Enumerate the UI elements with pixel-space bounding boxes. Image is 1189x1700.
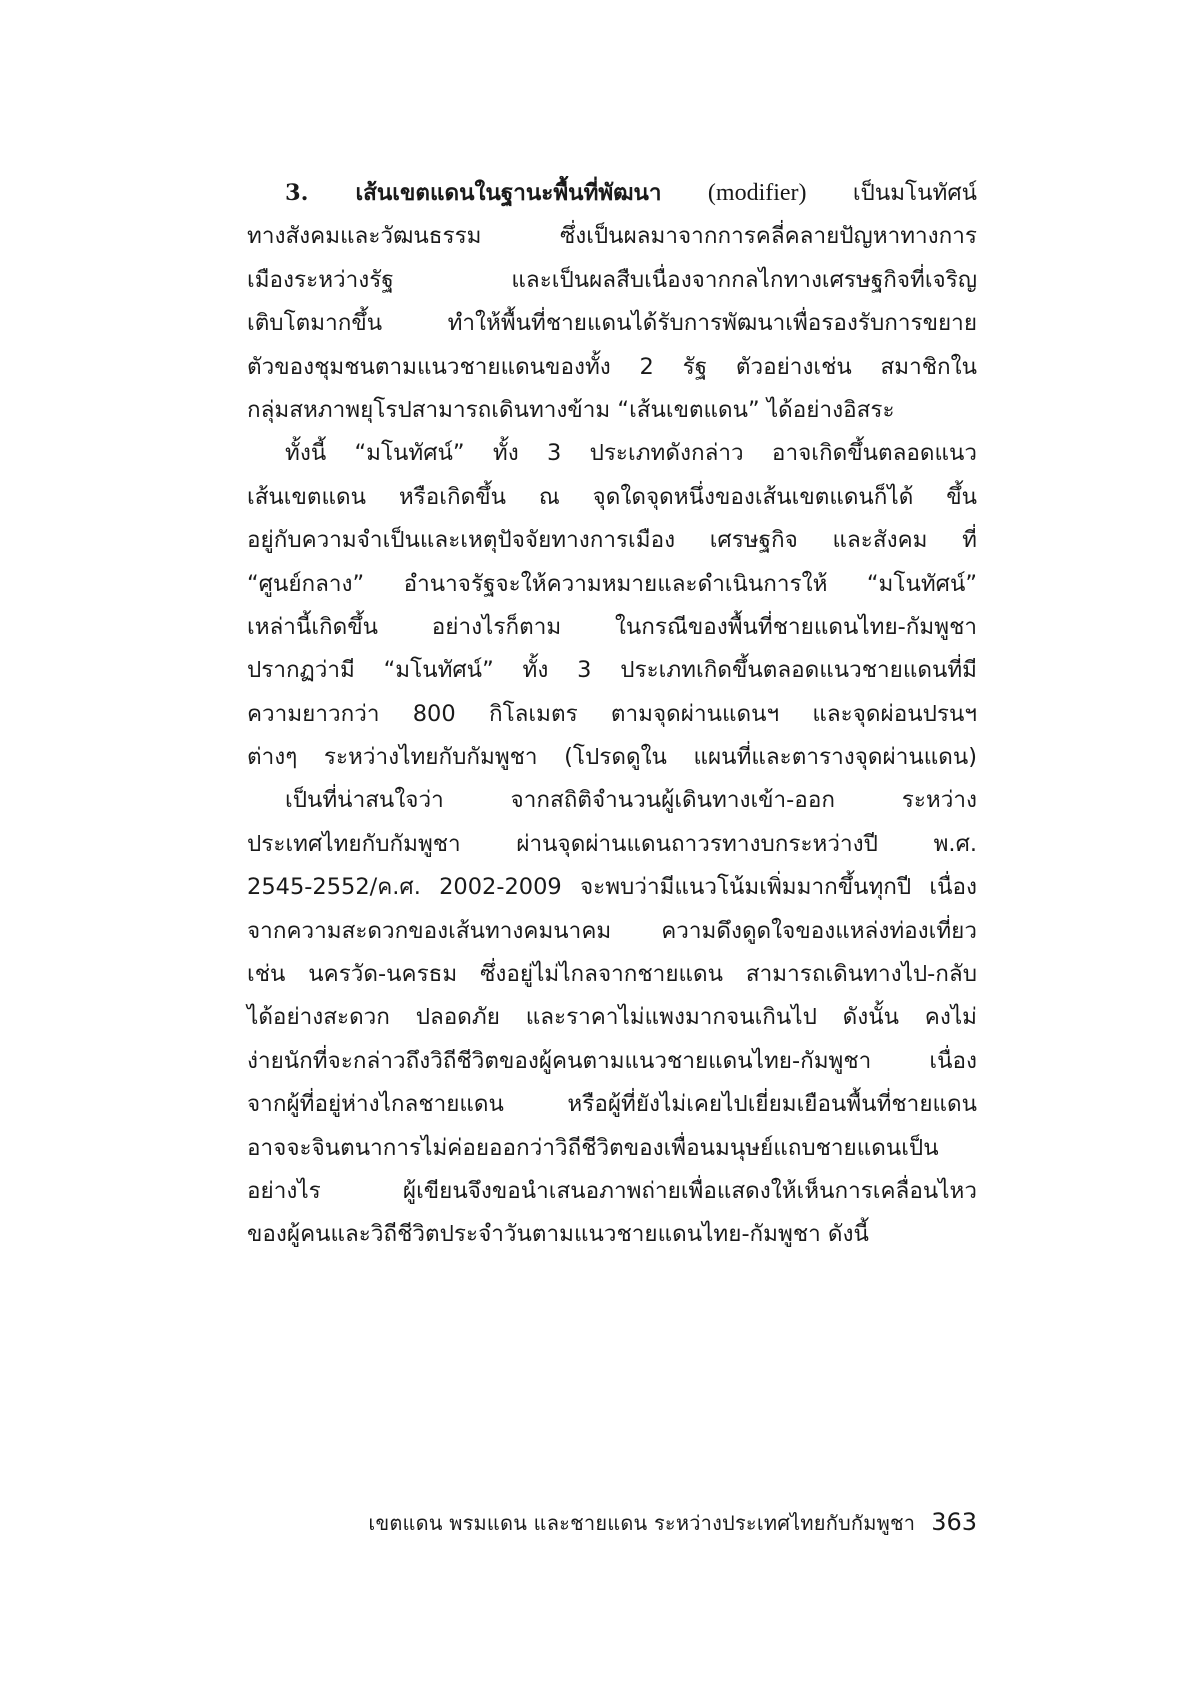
text-line: เป็นที่น่าสนใจว่า จากสถิติจำนวนผู้เดินทางเข้า-ออก ระหว่าง [285, 787, 977, 814]
running-title: เขตแดน พรมแดน และชายแดน ระหว่างประเทศไทยกับกัมพูชา [368, 1511, 916, 1535]
text-line: จากความสะดวกของเส้นทางคมนาคม ความดึงดูดใจของแหล่งท่องเที่ยว [247, 917, 977, 944]
page-footer [247, 1507, 977, 1538]
text-line: ต่างๆ ระหว่างไทยกับกัมพูชา (โปรดดูใน แผนที่และตารางจุดผ่านแดน) [247, 744, 977, 771]
section-heading: 3. เส้นเขตแดนในฐานะพื้นที่พัฒนา [285, 180, 662, 206]
text-line: เมืองระหว่างรัฐ และเป็นผลสืบเนื่องจากกลไกทางเศรษฐกิจที่เจริญ [247, 266, 977, 293]
text-line: ทั้งนี้ “มโนทัศน์” ทั้ง 3 ประเภทดังกล่าว อาจเกิดขึ้นตลอดแนว [285, 440, 977, 467]
text-line: ทางสังคมและวัฒนธรรม ซึ่งเป็นผลมาจากการคลี่คลายปัญหาทางการ [247, 223, 977, 250]
text-line: อย่างไร ผู้เขียนจึงขอนำเสนอภาพถ่ายเพื่อแสดงให้เห็นการเคลื่อนไหว [247, 1177, 977, 1204]
text-line: ง่ายนักที่จะกล่าวถึงวิถีชีวิตของผู้คนตามแนวชายแดนไทย-กัมพูชา เนื่อง [247, 1047, 977, 1074]
heading-term: (modifier) [707, 180, 807, 206]
paragraph-3 [247, 779, 977, 1256]
text-line: ปรากฏว่ามี “มโนทัศน์” ทั้ง 3 ประเภทเกิดขึ้นตลอดแนวชายแดนที่มี [247, 657, 977, 684]
text-line: ได้อย่างสะดวก ปลอดภัย และราคาไม่แพงมากจนเกินไป ดังนั้น คงไม่ [247, 1004, 977, 1031]
text-line: “ศูนย์กลาง” อำนาจรัฐจะให้ความหมายและดำเนินการให้ “มโนทัศน์” [247, 570, 977, 597]
text-line: ของผู้คนและวิถีชีวิตประจำวันตามแนวชายแดนไทย-กัมพูชา ดังนี้ [247, 1221, 869, 1248]
heading-rest: เป็นมโนทัศน์ [852, 180, 978, 206]
body-text [247, 172, 977, 1257]
text-line: จากผู้ที่อยู่ห่างไกลชายแดน หรือผู้ที่ยังไม่เคยไปเยี่ยมเยือนพื้นที่ชายแดน [247, 1091, 977, 1118]
text-line: เส้นเขตแดน หรือเกิดขึ้น ณ จุดใดจุดหนึ่งของเส้นเขตแดนก็ได้ ขึ้น [247, 483, 977, 510]
text-line: เหล่านี้เกิดขึ้น อย่างไรก็ตาม ในกรณีของพื้นที่ชายแดนไทย-กัมพูชา [247, 613, 977, 640]
text-line: เช่น นครวัด-นครธม ซึ่งอยู่ไม่ไกลจากชายแดน สามารถเดินทางไป-กลับ [247, 961, 977, 988]
paragraph-1 [247, 215, 977, 432]
section-heading-line [247, 172, 977, 215]
text-line: ตัวของชุมชนตามแนวชายแดนของทั้ง 2 รัฐ ตัวอย่างเช่น สมาชิกใน [247, 353, 977, 380]
text-line: อาจจะจินตนาการไม่ค่อยออกว่าวิถีชีวิตของเพื่อนมนุษย์แถบชายแดนเป็น [247, 1134, 939, 1161]
paragraph-2 [247, 432, 977, 779]
text-line: เติบโตมากขึ้น ทำให้พื้นที่ชายแดนได้รับการพัฒนาเพื่อรองรับการขยาย [247, 310, 977, 337]
page-number: 363 [931, 1508, 977, 1536]
text-line: ประเทศไทยกับกัมพูชา ผ่านจุดผ่านแดนถาวรทางบกระหว่างปี พ.ศ. [247, 830, 977, 857]
text-line: 2545-2552/ค.ศ. 2002-2009 จะพบว่ามีแนวโน้มเพิ่มมากขึ้นทุกปี เนื่อง [247, 874, 977, 901]
text-line: กลุ่มสหภาพยุโรปสามารถเดินทางข้าม “เส้นเขตแดน” ได้อย่างอิสระ [247, 396, 895, 423]
text-line: ความยาวกว่า 800 กิโลเมตร ตามจุดผ่านแดนฯ และจุดผ่อนปรนฯ [247, 700, 977, 727]
text-line: อยู่กับความจำเป็นและเหตุปัจจัยทางการเมือง เศรษฐกิจ และสังคม ที่ [247, 527, 977, 554]
